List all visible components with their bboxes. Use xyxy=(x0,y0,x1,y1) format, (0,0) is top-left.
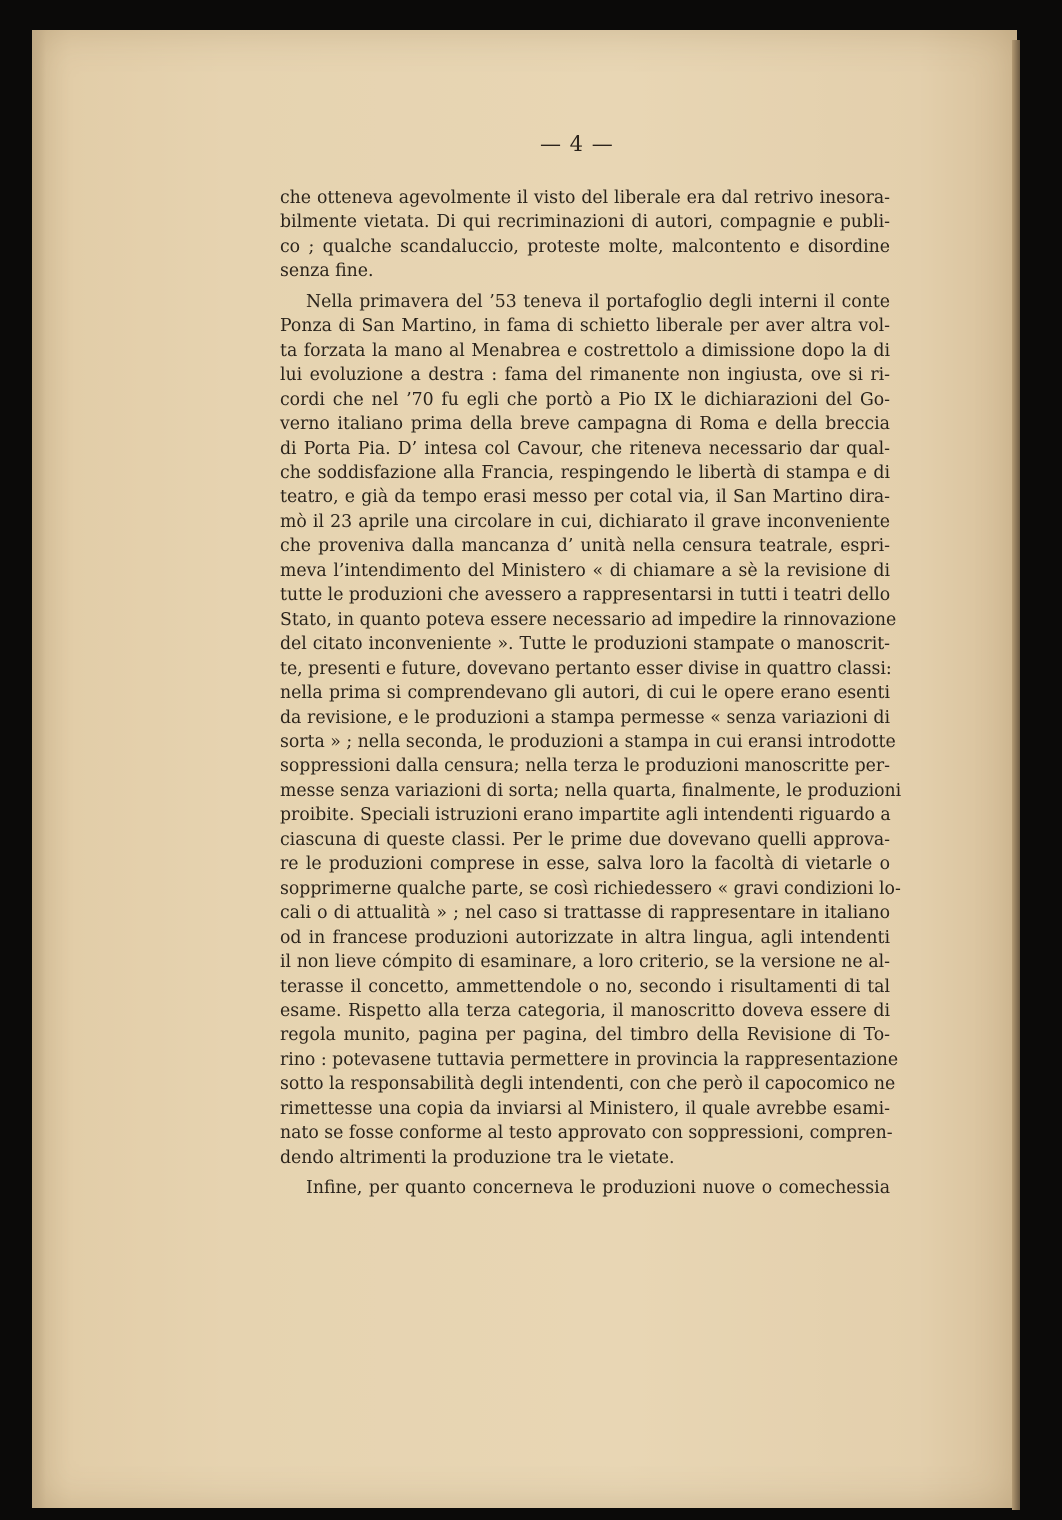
text-line: re le produzioni comprese in esse, salva loro la facoltà di vietarle o xyxy=(280,854,890,875)
text-line: sopprimerne qualche parte, se così richiedessero « gravi condizioni lo- xyxy=(280,878,901,899)
text-line: sotto la responsabilità degli intendenti, con che però il capocomico ne xyxy=(280,1074,896,1095)
text-line: teatro, e già da tempo erasi messo per cotal via, il San Martino dira- xyxy=(280,487,890,508)
text-line: meva l’intendimento del Ministero « di chiamare a sè la revisione di xyxy=(280,560,890,581)
text-line: che proveniva dalla mancanza d’ unità nella censura teatrale, espri- xyxy=(280,536,890,557)
text-line: Ponza di San Martino, in fama di schietto liberale per aver altra vol- xyxy=(280,316,890,337)
text-line: bilmente vietata. Di qui recriminazioni di autori, compagnie e publi- xyxy=(280,212,890,233)
paragraph-start-line: Nella primavera del ’53 teneva il portafoglio degli interni il conte xyxy=(306,291,890,312)
text-line: che otteneva agevolmente il visto del liberale era dal retrivo inesora- xyxy=(280,188,890,208)
text-line: mò il 23 aprile una circolare in cui, dichiarato il grave inconveniente xyxy=(280,511,890,532)
text-line: nella prima si comprendevano gli autori, di cui le opere erano esenti xyxy=(280,683,890,704)
text-line: cordi che nel ’70 fu egli che portò a Pio IX le dichiarazioni del Go- xyxy=(280,389,890,410)
text-line: ciascuna di queste classi. Per le prime due dovevano quelli approva- xyxy=(280,829,890,850)
text-line: nato se fosse conforme al testo approvato con soppressioni, compren- xyxy=(280,1123,893,1144)
text-line: il non lieve cómpito di esaminare, a loro criterio, se la versione ne al- xyxy=(280,952,890,973)
text-line: esame. Rispetto alla terza categoria, il manoscritto doveva essere di xyxy=(280,1000,890,1021)
text-line: messe senza variazioni di sorta; nella quarta, finalmente, le produzioni xyxy=(280,780,902,801)
body-text xyxy=(280,186,902,1201)
text-line: Stato, in quanto poteva essere necessario ad impedire la rinnovazione xyxy=(280,609,897,630)
text-line: od in francese produzioni autorizzate in altra lingua, agli intendenti xyxy=(280,927,890,948)
text-line: tutte le produzioni che avessero a rappresentarsi in tutti i teatri dello xyxy=(280,585,891,606)
text-line: co ; qualche scandaluccio, proteste molte, malcontento e disordine xyxy=(280,236,890,257)
paragraph-start-line: Infine, per quanto concerneva le produzioni nuove o comechessia xyxy=(306,1178,890,1199)
text-line: ta forzata la mano al Menabrea e costrettolo a dimissione dopo la di xyxy=(280,340,890,361)
page-right-edge xyxy=(1012,40,1020,1510)
text-line: lui evoluzione a destra : fama del rimanente non ingiusta, ove si ri- xyxy=(280,365,890,386)
text-line: rimettesse una copia da inviarsi al Ministero, il quale avrebbe esami- xyxy=(280,1098,890,1119)
text-line: dendo altrimenti la produzione tra le vietate. xyxy=(280,1147,675,1168)
page-number: — 4 — xyxy=(540,132,614,156)
text-line: regola munito, pagina per pagina, del timbro della Revisione di To- xyxy=(280,1025,890,1046)
text-line: senza fine. xyxy=(280,261,374,282)
text-line: te, presenti e future, dovevano pertanto esser divise in quattro classi: xyxy=(280,658,892,679)
page-left-edge xyxy=(32,30,46,1508)
text-line: soppressioni dalla censura; nella terza le produzioni manoscritte per- xyxy=(280,756,890,777)
text-line: del citato inconveniente ». Tutte le produzioni stampate o manoscrit- xyxy=(280,634,890,655)
text-line: di Porta Pia. D’ intesa col Cavour, che riteneva necessario dar qual- xyxy=(280,438,890,459)
text-line: proibite. Speciali istruzioni erano impartite agli intendenti riguardo a xyxy=(280,805,891,826)
text-line: sorta » ; nella seconda, le produzioni a stampa in cui eransi introdotte xyxy=(280,731,896,752)
text-line: terasse il concetto, ammettendole o no, secondo i risultamenti di tal xyxy=(280,976,890,997)
text-line: cali o di attualità » ; nel caso si trattasse di rappresentare in italiano xyxy=(280,903,890,924)
text-line: rino : potevasene tuttavia permettere in provincia la rappresentazione xyxy=(280,1049,899,1070)
text-line: che soddisfazione alla Francia, respingendo le libertà di stampa e di xyxy=(280,462,890,483)
text-line: verno italiano prima della breve campagna di Roma e della breccia xyxy=(280,414,890,435)
text-line: da revisione, e le produzioni a stampa permesse « senza variazioni di xyxy=(280,707,890,728)
